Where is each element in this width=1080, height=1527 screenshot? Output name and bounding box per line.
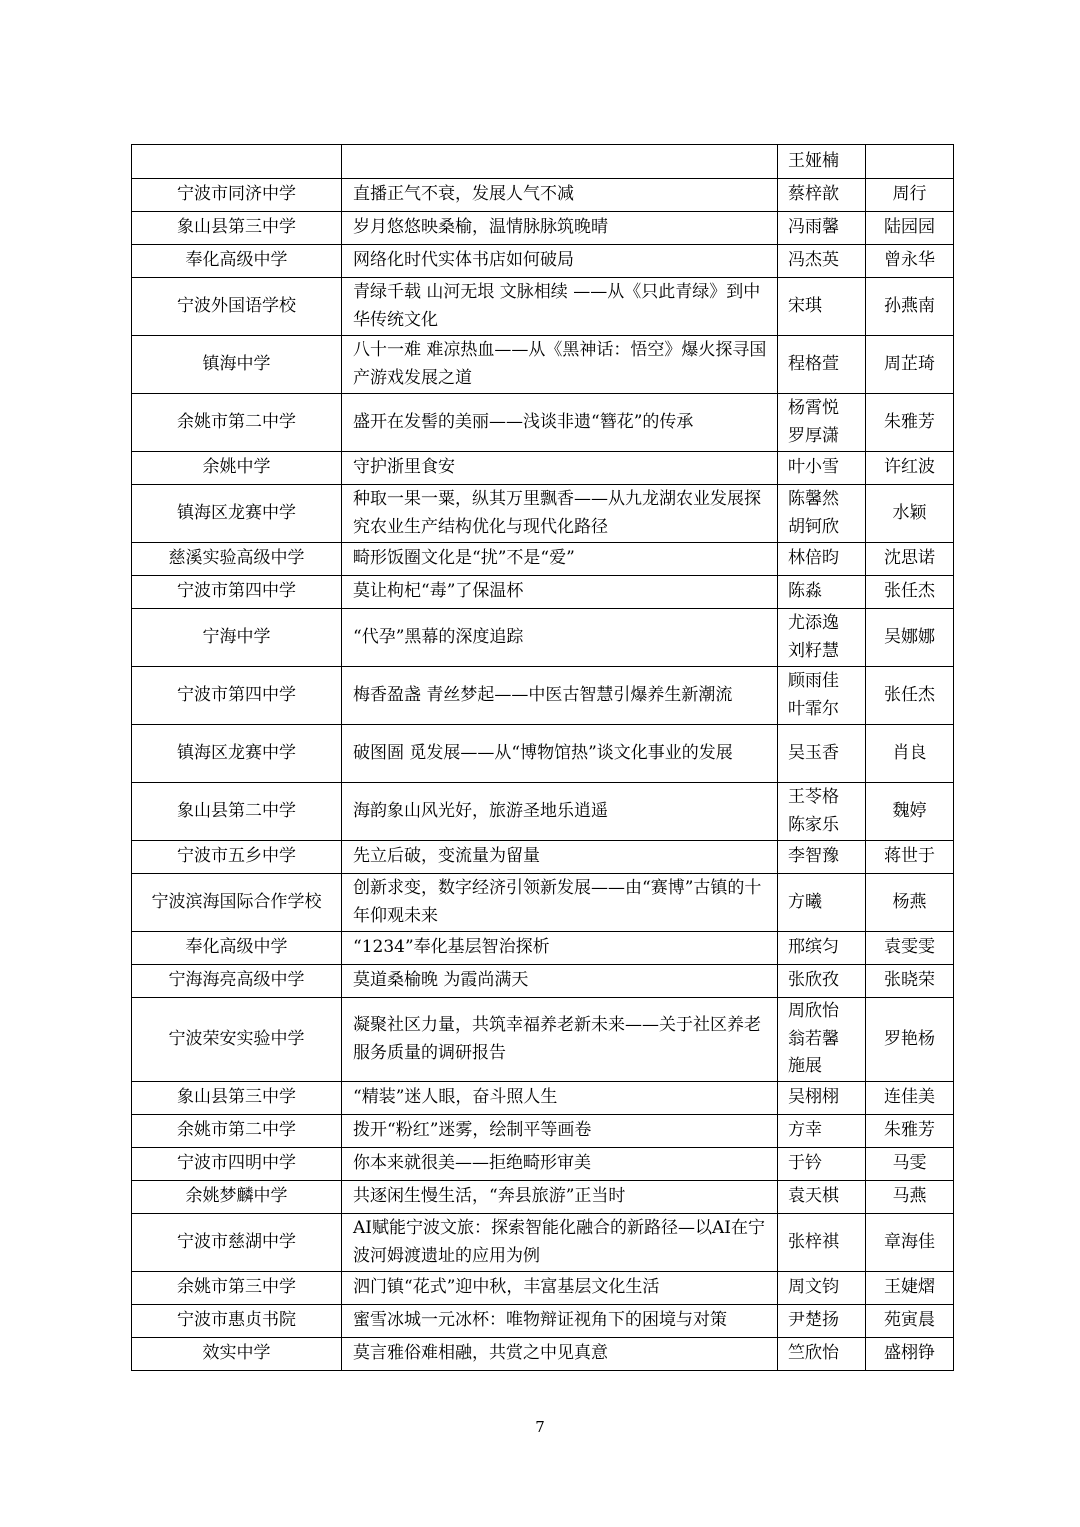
title-cell: “精装”迷人眼，奋斗照人生 xyxy=(342,1082,778,1115)
student-name: 宋琪 xyxy=(788,295,822,316)
table-row xyxy=(132,145,954,179)
teacher-cell: 肖良 xyxy=(866,725,954,783)
school-cell: 宁海海亮高级中学 xyxy=(132,965,342,998)
title-cell: 泗门镇“花式”迎中秋，丰富基层文化生活 xyxy=(342,1272,778,1305)
school-cell: 宁波市四明中学 xyxy=(132,1148,342,1181)
student-name: 方幸 xyxy=(788,1120,822,1141)
student-name: 方曦 xyxy=(788,891,822,912)
student-name: 刘籽慧 xyxy=(788,640,839,661)
school-cell: 宁波滨海国际合作学校 xyxy=(132,874,342,932)
table-row xyxy=(132,452,954,485)
title-cell: 畸形饭圈文化是“扰”不是“爱” xyxy=(342,543,778,576)
title-cell: “代孕”黑幕的深度追踪 xyxy=(342,609,778,667)
table-row xyxy=(132,1305,954,1338)
student-name: 冯杰英 xyxy=(788,250,839,271)
student-name: 冯雨馨 xyxy=(788,217,839,238)
teacher-cell: 马雯 xyxy=(866,1148,954,1181)
student-cell xyxy=(778,1214,866,1272)
title-cell: 蜜雪冰城一元冰杯：唯物辩证视角下的困境与对策 xyxy=(342,1305,778,1338)
student-name: 于钤 xyxy=(788,1153,822,1174)
school-cell: 镇海区龙赛中学 xyxy=(132,485,342,543)
student-name: 张梓祺 xyxy=(788,1231,839,1252)
school-cell: 余姚中学 xyxy=(132,452,342,485)
student-name: 罗厚潇 xyxy=(788,425,839,446)
student-cell xyxy=(778,1115,866,1148)
teacher-cell: 周芷琦 xyxy=(866,336,954,394)
table-row xyxy=(132,932,954,965)
student-cell xyxy=(778,1338,866,1371)
student-cell xyxy=(778,336,866,394)
school-cell: 镇海中学 xyxy=(132,336,342,394)
teacher-cell: 沈思诺 xyxy=(866,543,954,576)
student-cell xyxy=(778,1082,866,1115)
teacher-cell: 周行 xyxy=(866,179,954,212)
teacher-cell: 孙燕南 xyxy=(866,278,954,336)
student-cell xyxy=(778,932,866,965)
student-name: 胡钶欣 xyxy=(788,516,839,537)
student-cell xyxy=(778,278,866,336)
school-cell: 余姚市第二中学 xyxy=(132,394,342,452)
student-cell xyxy=(778,452,866,485)
teacher-cell: 罗艳杨 xyxy=(866,998,954,1082)
school-cell: 奉化高级中学 xyxy=(132,245,342,278)
school-cell: 余姚梦麟中学 xyxy=(132,1181,342,1214)
school-cell: 宁波市同济中学 xyxy=(132,179,342,212)
student-name: 王娅楠 xyxy=(788,150,839,171)
table-row xyxy=(132,1082,954,1115)
student-name: 叶霏尔 xyxy=(788,698,839,719)
student-cell xyxy=(778,874,866,932)
table-row xyxy=(132,998,954,1082)
teacher-cell: 朱雅芳 xyxy=(866,394,954,452)
student-name: 袁天棋 xyxy=(788,1186,839,1207)
title-cell: 先立后破，变流量为留量 xyxy=(342,841,778,874)
student-cell xyxy=(778,394,866,452)
title-cell: 青绿千载 山河无垠 文脉相续 ——从《只此青绿》到中华传统文化 xyxy=(342,278,778,336)
table-row xyxy=(132,1272,954,1305)
page-number: 7 xyxy=(535,1418,545,1436)
school-cell: 象山县第三中学 xyxy=(132,212,342,245)
title-cell: 八十一难 难凉热血——从《黑神话：悟空》爆火探寻国产游戏发展之道 xyxy=(342,336,778,394)
title-cell: 盛开在发髻的美丽——浅谈非遗“簪花”的传承 xyxy=(342,394,778,452)
teacher-cell: 张任杰 xyxy=(866,667,954,725)
title-cell: 守护浙里食安 xyxy=(342,452,778,485)
table-row xyxy=(132,1148,954,1181)
student-name: 李智豫 xyxy=(788,846,839,867)
student-name: 张欣孜 xyxy=(788,970,839,991)
student-name: 邢缤匀 xyxy=(788,937,839,958)
title-cell: 梅香盈盏 青丝梦起——中医古智慧引爆养生新潮流 xyxy=(342,667,778,725)
student-name: 施展 xyxy=(788,1056,822,1077)
title-cell: 莫言雅俗难相融，共赏之中见真意 xyxy=(342,1338,778,1371)
student-name: 王苓格 xyxy=(788,787,839,807)
teacher-cell: 蒋世于 xyxy=(866,841,954,874)
student-cell xyxy=(778,725,866,783)
student-name: 尤添逸 xyxy=(788,613,839,633)
school-cell: 象山县第二中学 xyxy=(132,783,342,841)
student-name: 蔡梓歆 xyxy=(788,184,839,205)
student-name: 陈馨然 xyxy=(788,489,839,509)
school-cell: 慈溪实验高级中学 xyxy=(132,543,342,576)
student-name: 吴玉香 xyxy=(788,742,839,763)
student-name: 周文钧 xyxy=(788,1277,839,1298)
title-cell xyxy=(342,145,778,179)
student-cell xyxy=(778,1181,866,1214)
student-cell xyxy=(778,543,866,576)
teacher-cell xyxy=(866,145,954,179)
teacher-cell: 连佳美 xyxy=(866,1082,954,1115)
table-row xyxy=(132,394,954,452)
student-name: 竺欣怡 xyxy=(788,1343,839,1364)
table-row xyxy=(132,245,954,278)
student-cell xyxy=(778,1305,866,1338)
title-cell: 岁月悠悠映桑榆，温情脉脉筑晚晴 xyxy=(342,212,778,245)
student-name: 尹楚扬 xyxy=(788,1310,839,1331)
teacher-cell: 张晓荣 xyxy=(866,965,954,998)
table-row xyxy=(132,485,954,543)
table-row xyxy=(132,212,954,245)
school-cell: 宁海中学 xyxy=(132,609,342,667)
table-row xyxy=(132,543,954,576)
school-cell: 宁波市惠贞书院 xyxy=(132,1305,342,1338)
table-row xyxy=(132,783,954,841)
student-name: 叶小雪 xyxy=(788,457,839,478)
title-cell: 凝聚社区力量，共筑幸福养老新未来——关于社区养老服务质量的调研报告 xyxy=(342,998,778,1082)
teacher-cell: 王婕熠 xyxy=(866,1272,954,1305)
teacher-cell: 盛栩铮 xyxy=(866,1338,954,1371)
student-cell xyxy=(778,1148,866,1181)
title-cell: AI赋能宁波文旅：探索智能化融合的新路径—以AI在宁波河姆渡遗址的应用为例 xyxy=(342,1214,778,1272)
student-cell xyxy=(778,1272,866,1305)
title-cell: 海韵象山风光好，旅游圣地乐逍遥 xyxy=(342,783,778,841)
student-cell xyxy=(778,576,866,609)
title-cell: 拨开“粉红”迷雾，绘制平等画卷 xyxy=(342,1115,778,1148)
student-cell xyxy=(778,609,866,667)
title-cell: 莫道桑榆晚 为霞尚满天 xyxy=(342,965,778,998)
title-cell: 直播正气不衰，发展人气不减 xyxy=(342,179,778,212)
teacher-cell: 水颖 xyxy=(866,485,954,543)
student-cell xyxy=(778,212,866,245)
teacher-cell: 曾永华 xyxy=(866,245,954,278)
school-cell: 宁波市五乡中学 xyxy=(132,841,342,874)
table-row xyxy=(132,965,954,998)
student-name: 周欣怡 xyxy=(788,1001,839,1022)
student-name: 吴栩栩 xyxy=(788,1087,839,1108)
teacher-cell: 吴娜娜 xyxy=(866,609,954,667)
table-row xyxy=(132,1115,954,1148)
school-cell: 效实中学 xyxy=(132,1338,342,1371)
title-cell: 创新求变，数字经济引领新发展——由“赛博”古镇的十年仰观未来 xyxy=(342,874,778,932)
title-cell: 莫让枸杞“毒”了保温杯 xyxy=(342,576,778,609)
table-row xyxy=(132,1214,954,1272)
student-name: 翁若馨 xyxy=(788,1028,839,1049)
table-row xyxy=(132,874,954,932)
teacher-cell: 魏婷 xyxy=(866,783,954,841)
teacher-cell: 袁雯雯 xyxy=(866,932,954,965)
student-cell xyxy=(778,667,866,725)
teacher-cell: 苑寅晨 xyxy=(866,1305,954,1338)
title-cell: 网络化时代实体书店如何破局 xyxy=(342,245,778,278)
school-cell: 余姚市第二中学 xyxy=(132,1115,342,1148)
student-cell xyxy=(778,145,866,179)
school-cell: 宁波市第四中学 xyxy=(132,576,342,609)
teacher-cell: 杨燕 xyxy=(866,874,954,932)
table-row xyxy=(132,336,954,394)
table-row xyxy=(132,725,954,783)
teacher-cell: 许红波 xyxy=(866,452,954,485)
student-cell xyxy=(778,485,866,543)
table-row xyxy=(132,1181,954,1214)
school-cell: 宁波市第四中学 xyxy=(132,667,342,725)
school-cell: 宁波荣安实验中学 xyxy=(132,998,342,1082)
teacher-cell: 朱雅芳 xyxy=(866,1115,954,1148)
title-cell: 你本来就很美——拒绝畸形审美 xyxy=(342,1148,778,1181)
student-cell xyxy=(778,783,866,841)
student-name: 杨霄悦 xyxy=(788,398,839,418)
table-row xyxy=(132,841,954,874)
school-cell: 镇海区龙赛中学 xyxy=(132,725,342,783)
title-cell: 种取一果一粟，纵其万里飘香——从九龙湖农业发展探究农业生产结构优化与现代化路径 xyxy=(342,485,778,543)
title-cell: 破图圄 觅发展——从“博物馆热”谈文化事业的发展 xyxy=(342,725,778,783)
table-row xyxy=(132,179,954,212)
school-cell: 奉化高级中学 xyxy=(132,932,342,965)
teacher-cell: 张任杰 xyxy=(866,576,954,609)
table-row xyxy=(132,576,954,609)
school-cell: 象山县第三中学 xyxy=(132,1082,342,1115)
student-cell xyxy=(778,965,866,998)
student-name: 林倍昀 xyxy=(788,548,839,569)
student-name: 顾雨佳 xyxy=(788,671,839,691)
teacher-cell: 章海佳 xyxy=(866,1214,954,1272)
student-cell xyxy=(778,245,866,278)
table-row xyxy=(132,609,954,667)
table-row xyxy=(132,667,954,725)
table-body xyxy=(132,145,954,1371)
school-cell xyxy=(132,145,342,179)
school-cell: 宁波市慈湖中学 xyxy=(132,1214,342,1272)
title-cell: “1234”奉化基层智治探析 xyxy=(342,932,778,965)
student-cell xyxy=(778,841,866,874)
teacher-cell: 马燕 xyxy=(866,1181,954,1214)
student-cell xyxy=(778,179,866,212)
student-name: 陈家乐 xyxy=(788,814,839,835)
table-row xyxy=(132,1338,954,1371)
student-name: 陈淼 xyxy=(788,581,822,602)
student-name: 程格萱 xyxy=(788,353,839,374)
teacher-cell: 陆园园 xyxy=(866,212,954,245)
school-cell: 宁波外国语学校 xyxy=(132,278,342,336)
awards-table xyxy=(131,144,954,1371)
title-cell: 共逐闲生慢生活，“奔县旅游”正当时 xyxy=(342,1181,778,1214)
school-cell: 余姚市第三中学 xyxy=(132,1272,342,1305)
table-row xyxy=(132,278,954,336)
student-cell xyxy=(778,998,866,1082)
